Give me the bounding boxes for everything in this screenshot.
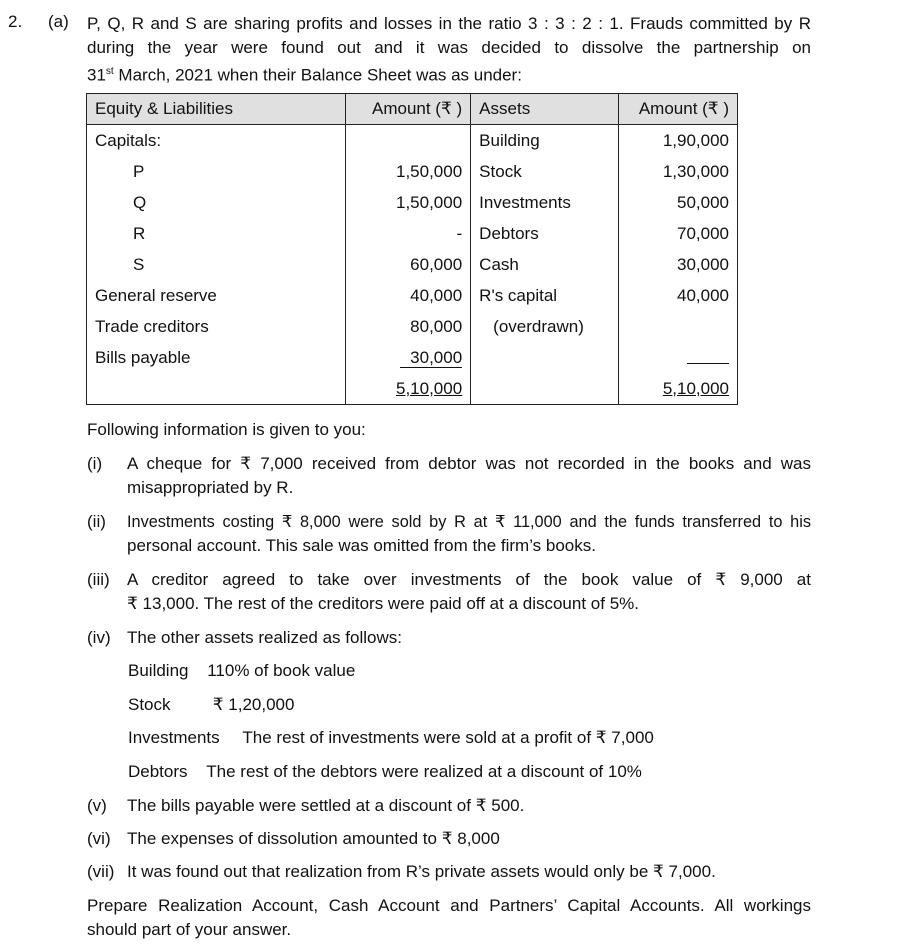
item-text [127, 860, 811, 884]
table-row [87, 249, 738, 280]
liability-label: P [87, 156, 346, 187]
subtotal-rule [687, 363, 729, 364]
item-line: It was found out that realization from R’s private assets would only be ₹ 7,000. [127, 862, 716, 881]
item-text [127, 510, 811, 558]
asset-label: Cash [471, 249, 619, 280]
total-assets: 5,10,000 [662, 378, 729, 398]
liability-amount: 1,50,000 [345, 187, 470, 218]
question-part: (a) [48, 12, 69, 31]
table-row [87, 187, 738, 218]
total-liability-label [87, 373, 346, 405]
total-assets-cell [619, 373, 738, 405]
header-equity-liabilities: Equity & Liabilities [87, 94, 346, 125]
instruction [87, 894, 811, 942]
realization-detail: The rest of the debtors were realized at a discount of 10% [206, 762, 642, 781]
item-label: (iii) [87, 570, 110, 589]
asset-amount: 1,30,000 [619, 156, 738, 187]
date-rest: March, 2021 when their Balance Sheet was as under: [113, 65, 522, 85]
asset-label: R's capital [471, 280, 619, 311]
liability-label: Bills payable [87, 342, 346, 373]
liability-amount: 40,000 [345, 280, 470, 311]
total-asset-label [471, 373, 619, 405]
liability-amount: 1,50,000 [345, 156, 470, 187]
item-label: (vi) [87, 829, 111, 848]
table-row [87, 311, 738, 342]
asset-amount [619, 311, 738, 342]
intro-line-1: P, Q, R and S are sharing profits and losses in the ratio 3 : 3 : 2 : 1. Frauds committed by R [87, 14, 811, 33]
item-line: The expenses of dissolution amounted to ₹ 8,000 [127, 829, 500, 848]
item-line: misappropriated by R. [127, 478, 294, 497]
item-text [127, 568, 811, 616]
item-line: The other assets realized as follows: [127, 628, 402, 647]
item-label: (vii) [87, 862, 115, 881]
header-assets: Assets [471, 94, 619, 125]
item-line: ₹ 13,000. The rest of the creditors were paid off at a discount of 5%. [127, 594, 639, 613]
asset-amount: 70,000 [619, 218, 738, 249]
total-liabilities-cell [345, 373, 470, 405]
realization-stock [128, 693, 294, 717]
date-day: 31 [87, 65, 106, 85]
item-line: personal account. This sale was omitted from the firm’s books. [127, 536, 596, 555]
asset-amount: 1,90,000 [619, 125, 738, 157]
asset-amount: 30,000 [619, 249, 738, 280]
asset-label: Debtors [471, 218, 619, 249]
asset-amount: 50,000 [619, 187, 738, 218]
item-text [127, 794, 811, 818]
intro-line-3 [87, 60, 811, 88]
liability-amount: 30,000 [400, 349, 462, 368]
realization-asset: Stock [128, 695, 171, 714]
liability-label: Capitals: [87, 125, 346, 157]
asset-label: Stock [471, 156, 619, 187]
header-liabilities-amount: Amount (₹ ) [345, 94, 470, 125]
realization-debtors [128, 760, 642, 784]
table-row [87, 125, 738, 157]
item-label: (ii) [87, 512, 106, 531]
question-intro [87, 12, 811, 88]
item-text [127, 452, 811, 500]
asset-label: (overdrawn) [471, 311, 619, 342]
asset-label: Investments [471, 187, 619, 218]
liability-label: S [87, 249, 346, 280]
item-text [127, 626, 811, 650]
realization-detail: 110% of book value [207, 661, 356, 680]
table-row [87, 280, 738, 311]
instruction-line: should part of your answer. [87, 920, 292, 939]
info-heading: Following information is given to you: [87, 420, 366, 439]
item-line: Investments costing ₹ 8,000 were sold by R at ₹ 11,000 and the funds transferred to his [127, 513, 811, 531]
item-label: (iv) [87, 628, 111, 647]
table-row [87, 218, 738, 249]
total-liabilities: 5,10,000 [395, 378, 463, 398]
realization-asset: Investments [128, 728, 220, 747]
asset-amount: 40,000 [619, 280, 738, 311]
asset-rule-cell [619, 342, 738, 373]
liability-amount-cell [345, 342, 470, 373]
question-number: 2. [8, 12, 23, 31]
liability-amount: - [345, 218, 470, 249]
realization-asset: Building [128, 661, 189, 680]
asset-label: Building [471, 125, 619, 157]
asset-label [471, 342, 619, 373]
instruction-line: Prepare Realization Account, Cash Account and Partners’ Capital Accounts. All workings [87, 896, 811, 915]
realization-asset: Debtors [128, 762, 188, 781]
balance-sheet-header-row [87, 94, 738, 125]
liability-amount: 60,000 [345, 249, 470, 280]
item-line: A creditor agreed to take over investments of the book value of ₹ 9,000 at [127, 570, 811, 589]
table-row [87, 156, 738, 187]
realization-detail: The rest of investments were sold at a profit of ₹ 7,000 [242, 728, 654, 747]
item-line: A cheque for ₹ 7,000 received from debtor was not recorded in the books and was [127, 454, 811, 473]
liability-amount: 80,000 [345, 311, 470, 342]
liability-label: Trade creditors [87, 311, 346, 342]
liability-label: Q [87, 187, 346, 218]
realization-investments [128, 726, 654, 750]
item-text [127, 827, 811, 851]
header-assets-amount: Amount (₹ ) [619, 94, 738, 125]
realization-detail: ₹ 1,20,000 [212, 695, 295, 714]
liability-label: General reserve [87, 280, 346, 311]
balance-sheet-table [86, 93, 738, 405]
item-line: The bills payable were settled at a discount of ₹ 500. [127, 796, 525, 815]
liability-label: R [87, 218, 346, 249]
realization-building [128, 659, 355, 683]
item-label: (i) [87, 454, 103, 473]
intro-line-2: during the year were found out and it was decided to dissolve the partnership on [87, 38, 811, 57]
date-suffix: st [105, 66, 114, 77]
table-row [87, 342, 738, 373]
liability-amount [345, 125, 470, 157]
table-total-row [87, 373, 738, 405]
item-label: (v) [87, 796, 107, 815]
